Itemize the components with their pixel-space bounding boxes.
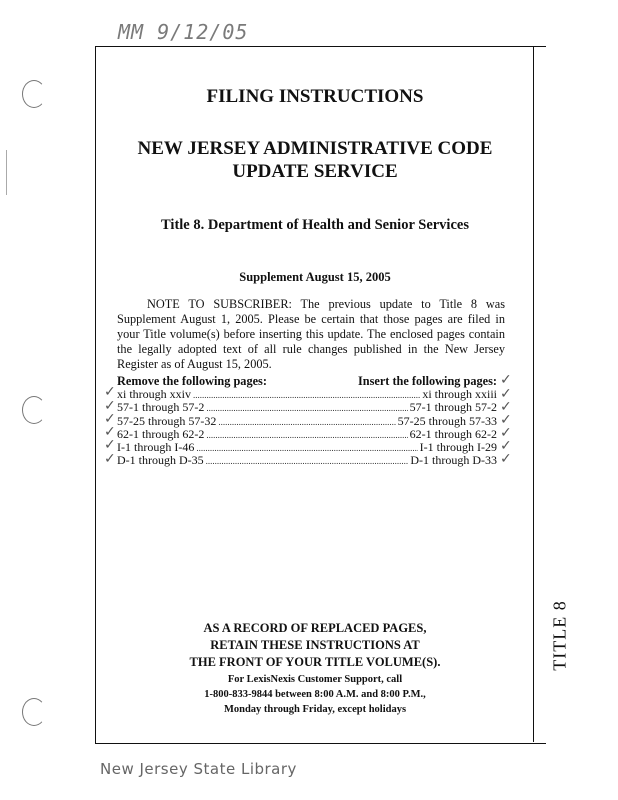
checkmark-icon: ✓ [500,438,512,454]
insert-range: xi through xxiii [422,387,497,401]
leader-dots [218,416,395,429]
remove-range: I-1 through I-46 [117,440,195,455]
document-title: FILING INSTRUCTIONS [206,86,424,107]
remove-range: 57-25 through 57-32 [117,413,217,428]
insert-range: D-1 through D-33 [410,453,497,468]
page-list [117,388,497,468]
handwritten-initials-date: MM 9/12/05 [118,20,249,44]
insert-range: I-1 through I-29 [419,440,497,455]
support-line-2: 1-800-833-9844 between 8:00 A.M. and 8:00 P.M., [204,689,426,700]
support-line-3: Monday through Friday, except holidays [223,704,407,715]
remove-range: D-1 through D-35 [117,453,204,468]
subscriber-note: NOTE TO SUBSCRIBER: The previous update to Title 8 was Supplement August 1, 2005. Please be certain that those pages are filed in your Title volume(s) before inserting this update. The enclosed pages contain the legally adopted text of all rule changes published in the New Jersey Register as of August 15, 2005. [117,297,505,371]
checkmark-icon: ✓ [104,437,116,453]
leader-dots [206,429,407,442]
title-tab [533,46,546,742]
binder-hole-top [22,80,46,108]
insert-heading: Insert the following pages: [357,374,497,388]
leader-dots [206,402,407,415]
code-title-line1: NEW JERSEY ADMINISTRATIVE CODE [137,138,493,159]
page-row [117,401,497,414]
supplement-date: Supplement August 15, 2005 [239,270,391,284]
code-title-line2: UPDATE SERVICE [232,161,398,182]
leader-dots [206,455,409,468]
checkmark-icon: ✓ [500,425,512,441]
leader-dots [193,389,420,402]
checkmark-icon: ✓ [500,451,512,467]
margin-mark [6,150,7,195]
record-line-2: RETAIN THESE INSTRUCTIONS AT [210,638,420,652]
insert-range: 57-1 through 57-2 [409,400,497,415]
checkmark-icon: ✓ [104,384,116,400]
checkmark-icon: ✓ [104,424,116,440]
page-row [117,388,497,401]
remove-range: xi through xxiv [117,387,191,401]
page-row [117,441,497,454]
binder-hole-bottom [22,698,46,726]
checkmark-icon: ✓ [500,412,512,428]
record-line-3: THE FRONT OF YOUR TITLE VOLUME(S). [189,655,441,669]
checkmark-icon: ✓ [104,398,116,414]
page-row [117,415,497,428]
checkmark-icon: ✓ [104,411,116,427]
binder-hole-middle [22,396,46,424]
remove-range: 62-1 through 62-2 [117,426,205,441]
support-line-1: For LexisNexis Customer Support, call [227,674,403,685]
page-row [117,428,497,441]
remove-heading: Remove the following pages: [117,374,267,388]
checkmark-icon: ✓ [104,451,116,467]
leader-dots [196,442,417,455]
page-row [117,454,497,467]
checkmark-icon: ✓ [500,386,512,402]
record-line-1: AS A RECORD OF REPLACED PAGES, [203,621,427,635]
tab-label: TITLE 8 [549,600,570,671]
checkmark-icon: ✓ [500,399,512,415]
library-stamp: New Jersey State Library [100,760,297,778]
checkmark-icon: ✓ [500,372,512,388]
remove-range: 57-1 through 57-2 [117,400,205,415]
title-subtitle: Title 8. Department of Health and Senior Services [161,217,469,233]
insert-range: 57-25 through 57-33 [397,413,497,428]
insert-range: 62-1 through 62-2 [409,426,497,441]
